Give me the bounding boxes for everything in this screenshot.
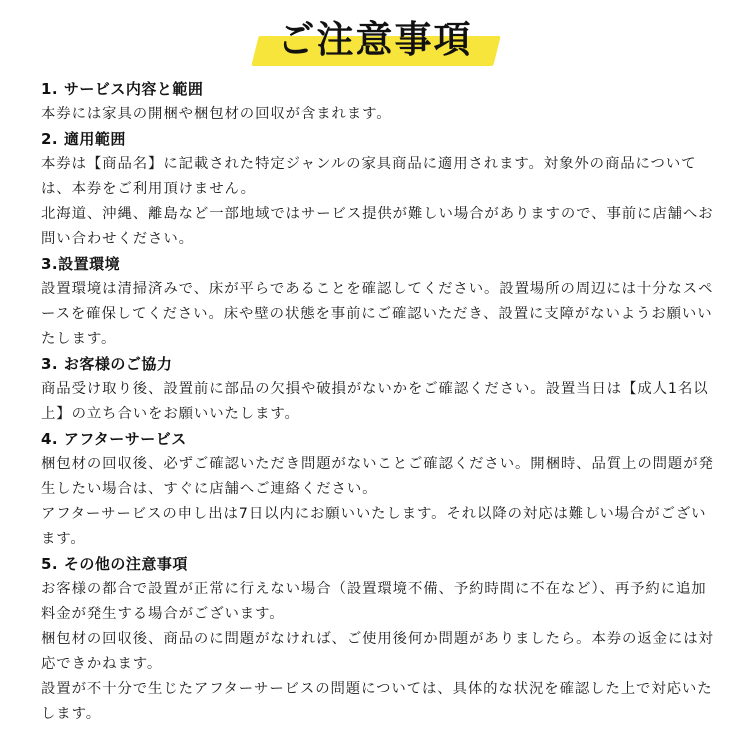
section-paragraph: 梱包材の回収後、商品のに問題がなければ、ご使用後何か問題がありましたら。本券の返金には対応できかねます。: [41, 631, 714, 672]
section-title: 3. お客様のご協力: [41, 355, 173, 373]
section-title: 5. その他の注意事項: [41, 555, 188, 573]
section-applicable-scope: [41, 127, 717, 252]
section-installation-environment: [41, 252, 717, 352]
section-paragraph: 本券は【商品名】に記載された特定ジャンルの家具商品に適用されます。対象外の商品については、本券をご利用頂けません。: [41, 156, 697, 197]
section-other-notes: [41, 552, 717, 727]
section-title: 3.設置環境: [41, 255, 121, 273]
section-paragraph: 梱包材の回収後、必ずご確認いただき問題がないことご確認ください。開梱時、品質上の問題が発生したい場合は、すぐに店舗へご連絡ください。: [41, 456, 714, 497]
section-customer-cooperation: [41, 352, 717, 427]
section-paragraph: 設置環境は清掃済みで、床が平らであることを確認してください。設置場所の周辺には十分なスペースを確保してください。床や壁の状態を事前にご確認いただき、設置に支障がないようお願いいたします。: [41, 281, 714, 347]
notice-content: [41, 77, 717, 727]
section-title: 2. 適用範囲: [41, 130, 126, 148]
section-paragraph: 商品受け取り後、設置前に部品の欠損や破損がないかをご確認ください。設置当日は【成人1名以上】の立ち合いをお願いいたします。: [41, 381, 709, 422]
section-title: 4. アフターサービス: [41, 430, 187, 448]
title-area: [0, 14, 750, 70]
section-paragraph: お客様の都合で設置が正常に行えない場合（設置環境不備、予約時間に不在など）、再予約に追加料金が発生する場合がございます。: [41, 581, 707, 622]
section-after-service: [41, 427, 717, 552]
section-paragraph: 設置が不十分で生じたアフターサービスの問題については、具体的な状況を確認した上で対応いたします。: [41, 681, 713, 722]
section-paragraph: アフターサービスの申し出は7日以内にお願いいたします。それ以降の対応は難しい場合がございます。: [41, 506, 707, 547]
section-paragraph: 北海道、沖縄、離島など一部地域ではサービス提供が難しい場合がありますので、事前に店舗へお問い合わせください。: [41, 206, 714, 247]
section-paragraph: 本券には家具の開梱や梱包材の回収が含まれます。: [41, 106, 392, 122]
section-service-scope: [41, 77, 717, 127]
page-title: ご注意事項: [277, 18, 473, 61]
section-title: 1. サービス内容と範囲: [41, 80, 204, 98]
